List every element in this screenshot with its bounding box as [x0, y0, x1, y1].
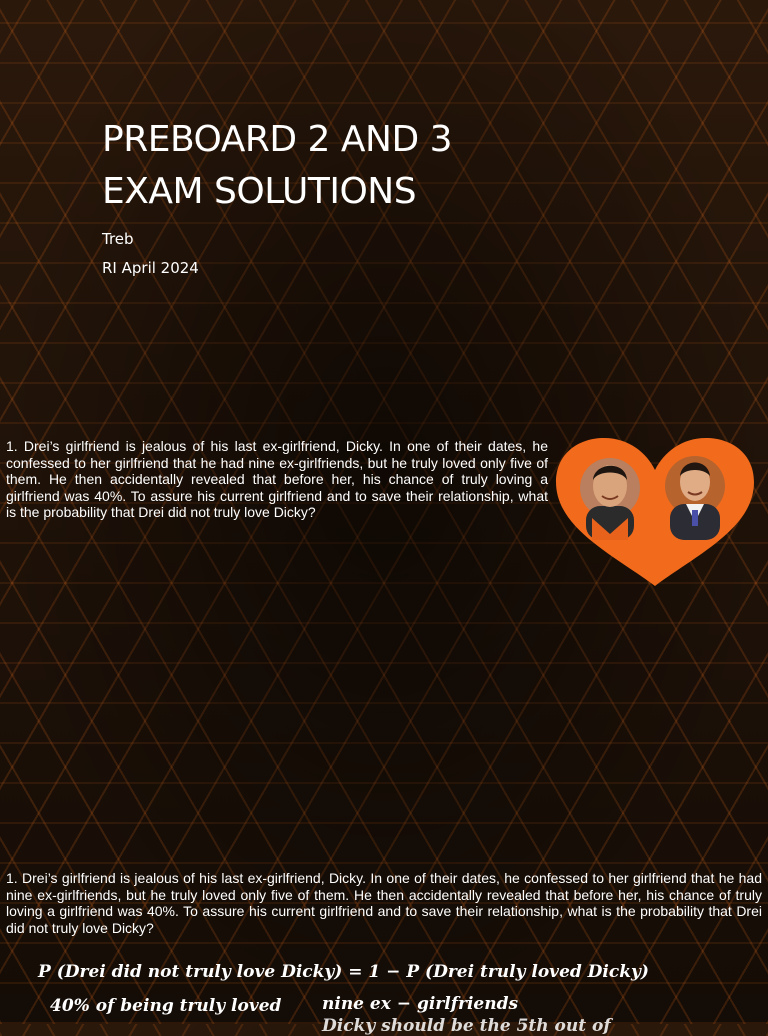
heart-icon	[552, 436, 758, 588]
title-line-1: PREBOARD 2 AND 3	[102, 119, 453, 160]
person-photo-right	[665, 456, 725, 540]
page-title	[102, 114, 622, 218]
question-text: 1. Drei’s girlfriend is jealous of his last ex-girlfriend, Dicky. In one of their dates, he confessed to her girlfriend that he had nine ex-girlfriends, but he truly loved only five of them. He then accidentally revealed that before her, his chance of truly loving a girlfriend was 40%. To assure his current girlfriend and to save their relationship, what is the probability that Drei did not truly love Dicky?	[6, 438, 548, 520]
title-slide	[0, 0, 768, 424]
probability-equation: P (Drei did not truly love Dicky) = 1 − P (Drei truly loved Dicky)	[38, 962, 649, 982]
author-name: Treb	[102, 230, 134, 248]
given-note-left: 40% of being truly loved	[50, 996, 282, 1016]
exam-date: RI April 2024	[102, 259, 199, 277]
question-slide	[0, 424, 768, 848]
heart-photo-image	[552, 436, 758, 588]
person-photo-left	[580, 458, 640, 540]
title-line-2: EXAM SOLUTIONS	[102, 171, 417, 212]
given-note-cut: Dicky should be the 5th out of	[322, 1016, 611, 1036]
question-text-repeat: 1. Drei’s girlfriend is jealous of his last ex-girlfriend, Dicky. In one of their dates, he confessed to her girlfriend that he had nine ex-girlfriends, but he truly loved only five of them. He then accidentally revealed that before her, his chance of truly loving a girlfriend was 40%. To assure his current girlfriend and to save their relationship, what is the probability that Drei did not truly love Dicky?	[6, 870, 762, 936]
given-note-right: nine ex − girlfriends	[322, 994, 519, 1014]
solution-slide	[0, 848, 768, 1036]
